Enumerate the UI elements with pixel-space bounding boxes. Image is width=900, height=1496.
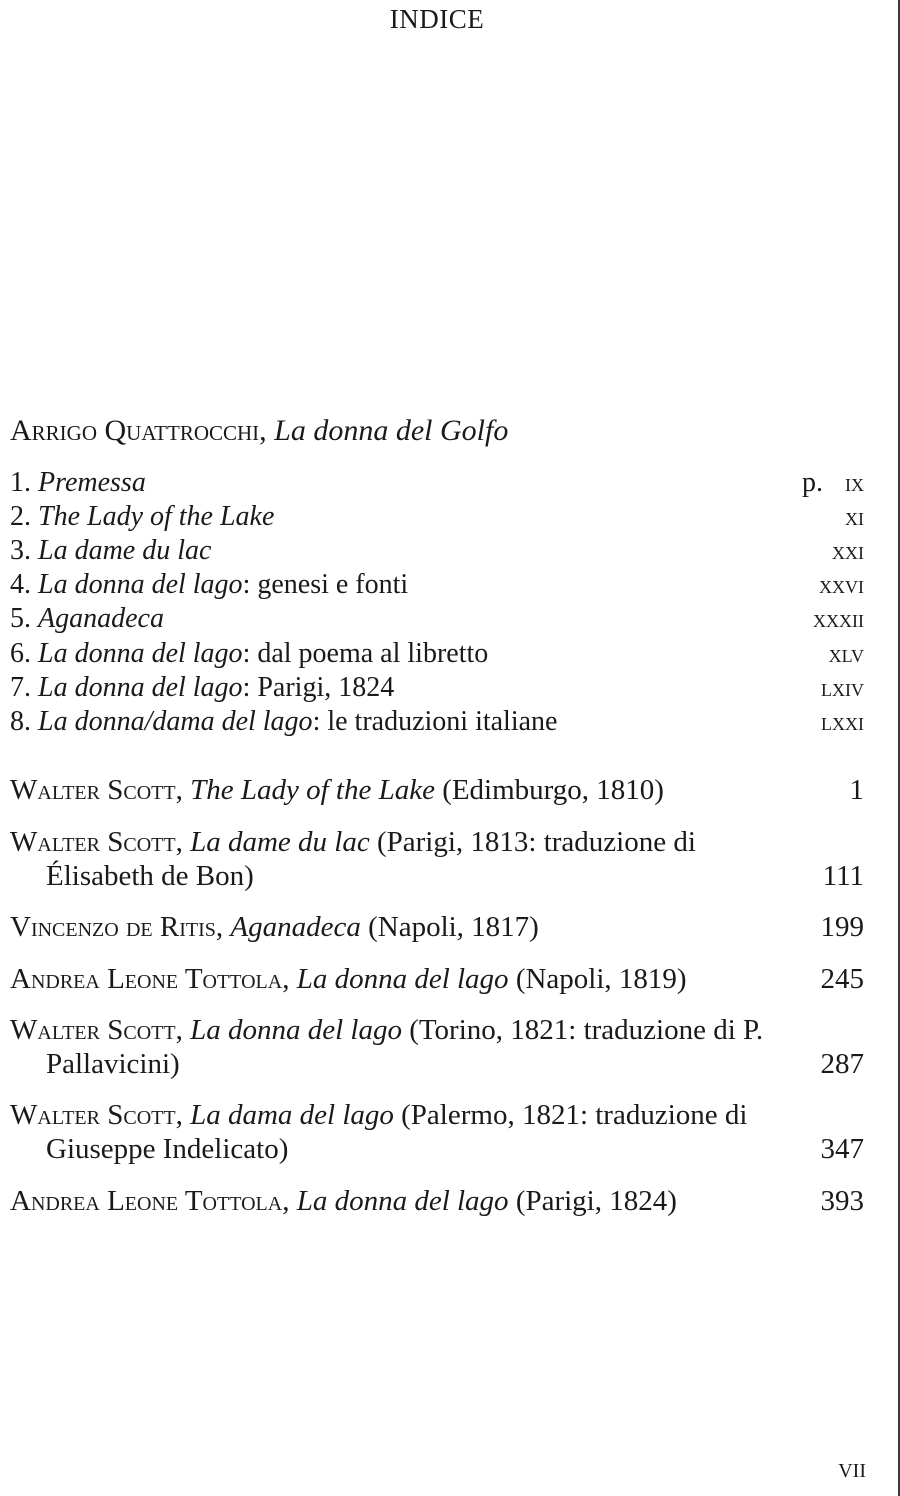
entry-detail: (Napoli, 1817) [368,911,539,943]
entry-author: Andrea Leone Tottola [10,1185,283,1217]
chapter-number: 2. [10,501,31,532]
chapter-page: ix [845,468,864,497]
entry-title: The Lady of the Lake [190,774,435,806]
chapter-number: 5. [10,603,31,634]
chapter-row [10,500,864,534]
chapter-title: The Lady of the Lake [38,501,275,532]
entry-detail: (Edimburgo, 1810) [442,774,664,806]
work-entry: Walter Scott, La dama del lago (Palermo, 1821: traduzione di Giuseppe Indelicato) 347 [10,1099,864,1165]
entry-author: Walter Scott [10,774,176,806]
work-entry: Walter Scott, La dame du lac (Parigi, 1813: traduzione di Élisabeth de Bon) 111 [10,826,864,892]
page-title: INDICE [389,4,485,34]
chapter-page: xxvi [819,570,864,599]
chapter-number: 6. [10,638,31,669]
entry-author: Walter Scott [10,1014,176,1046]
chapter-page: xlv [828,639,864,668]
section-heading: Arrigo Quattrocchi, La donna del Golfo [10,414,509,447]
entry-title: La donna del lago [190,1014,402,1046]
work-entry: Walter Scott, La donna del lago (Torino, 1821: traduzione di P. Pallavicini) 287 [10,1014,864,1080]
chapter-title: Premessa [38,467,146,498]
chapter-subtitle: : Parigi, 1824 [242,672,395,703]
entry-title: La donna del lago [296,963,509,995]
chapter-row [10,602,864,636]
work-entry: Vincenzo de Ritis, Aganadeca (Napoli, 1817) 199 [10,911,864,943]
chapter-title: La donna/dama del lago [38,706,313,737]
chapter-row [10,534,864,568]
chapter-title: La donna del lago [38,638,243,669]
chapter-number: 7. [10,672,31,703]
entry-page: 199 [820,911,864,943]
chapter-page: xxi [832,536,864,565]
entry-title: La dame du lac [190,826,370,858]
section-author: Arrigo Quattrocchi [10,414,260,447]
entry-detail: (Palermo, 1821: traduzione di Giuseppe Indelicato) [46,1099,748,1165]
entry-page: 1 [849,774,864,806]
entry-page: 245 [820,963,864,995]
chapter-subtitle: : dal poema al libretto [242,638,489,669]
chapter-number: 4. [10,569,31,600]
chapter-number: 8. [10,706,31,737]
entry-page: 393 [820,1185,864,1217]
page-prefix: p. [802,467,823,498]
entry-detail: (Napoli, 1819) [515,963,687,995]
chapter-title: La donna del lago [38,569,243,600]
entry-title: La dama del lago [190,1099,394,1131]
entry-page: 111 [822,860,864,892]
chapter-row [10,705,864,739]
page-number: VII [838,1460,866,1482]
entry-page: 347 [820,1133,864,1165]
chapter-row [10,637,864,671]
work-entry: Walter Scott, The Lady of the Lake (Edimburgo, 1810) 1 [10,774,864,806]
chapter-number: 1. [10,467,31,498]
chapter-row [10,466,864,500]
chapter-page: lxxi [821,707,864,736]
entry-page: 287 [820,1048,864,1080]
section-title: La donna del Golfo [274,414,509,447]
chapter-page: xi [845,502,864,531]
entry-detail: (Parigi, 1813: traduzione di Élisabeth de Bon) [46,826,696,892]
entry-title: Aganadeca [230,911,361,943]
entry-author: Walter Scott [10,1099,176,1131]
entry-detail: (Parigi, 1824) [515,1185,677,1217]
chapter-row [10,568,864,602]
work-entry: Andrea Leone Tottola, La donna del lago (Napoli, 1819) 245 [10,963,864,995]
work-entry: Andrea Leone Tottola, La donna del lago (Parigi, 1824) 393 [10,1185,864,1217]
chapter-subtitle: : genesi e fonti [242,569,409,600]
chapter-page: xxxii [813,604,864,633]
chapter-page: lxiv [821,673,864,702]
chapter-title: La dame du lac [38,535,212,566]
chapter-number: 3. [10,535,31,566]
chapter-title: La donna del lago [38,672,243,703]
entry-author: Andrea Leone Tottola [10,963,283,995]
chapter-subtitle: : le traduzioni italiane [312,706,558,737]
entry-title: La donna del lago [296,1185,509,1217]
entry-detail: (Torino, 1821: traduzione di P. Pallavicini) [46,1014,764,1080]
chapter-row [10,671,864,705]
entry-author: Walter Scott [10,826,176,858]
entry-author: Vincenzo de Ritis [10,911,216,943]
chapter-title: Aganadeca [38,603,164,634]
